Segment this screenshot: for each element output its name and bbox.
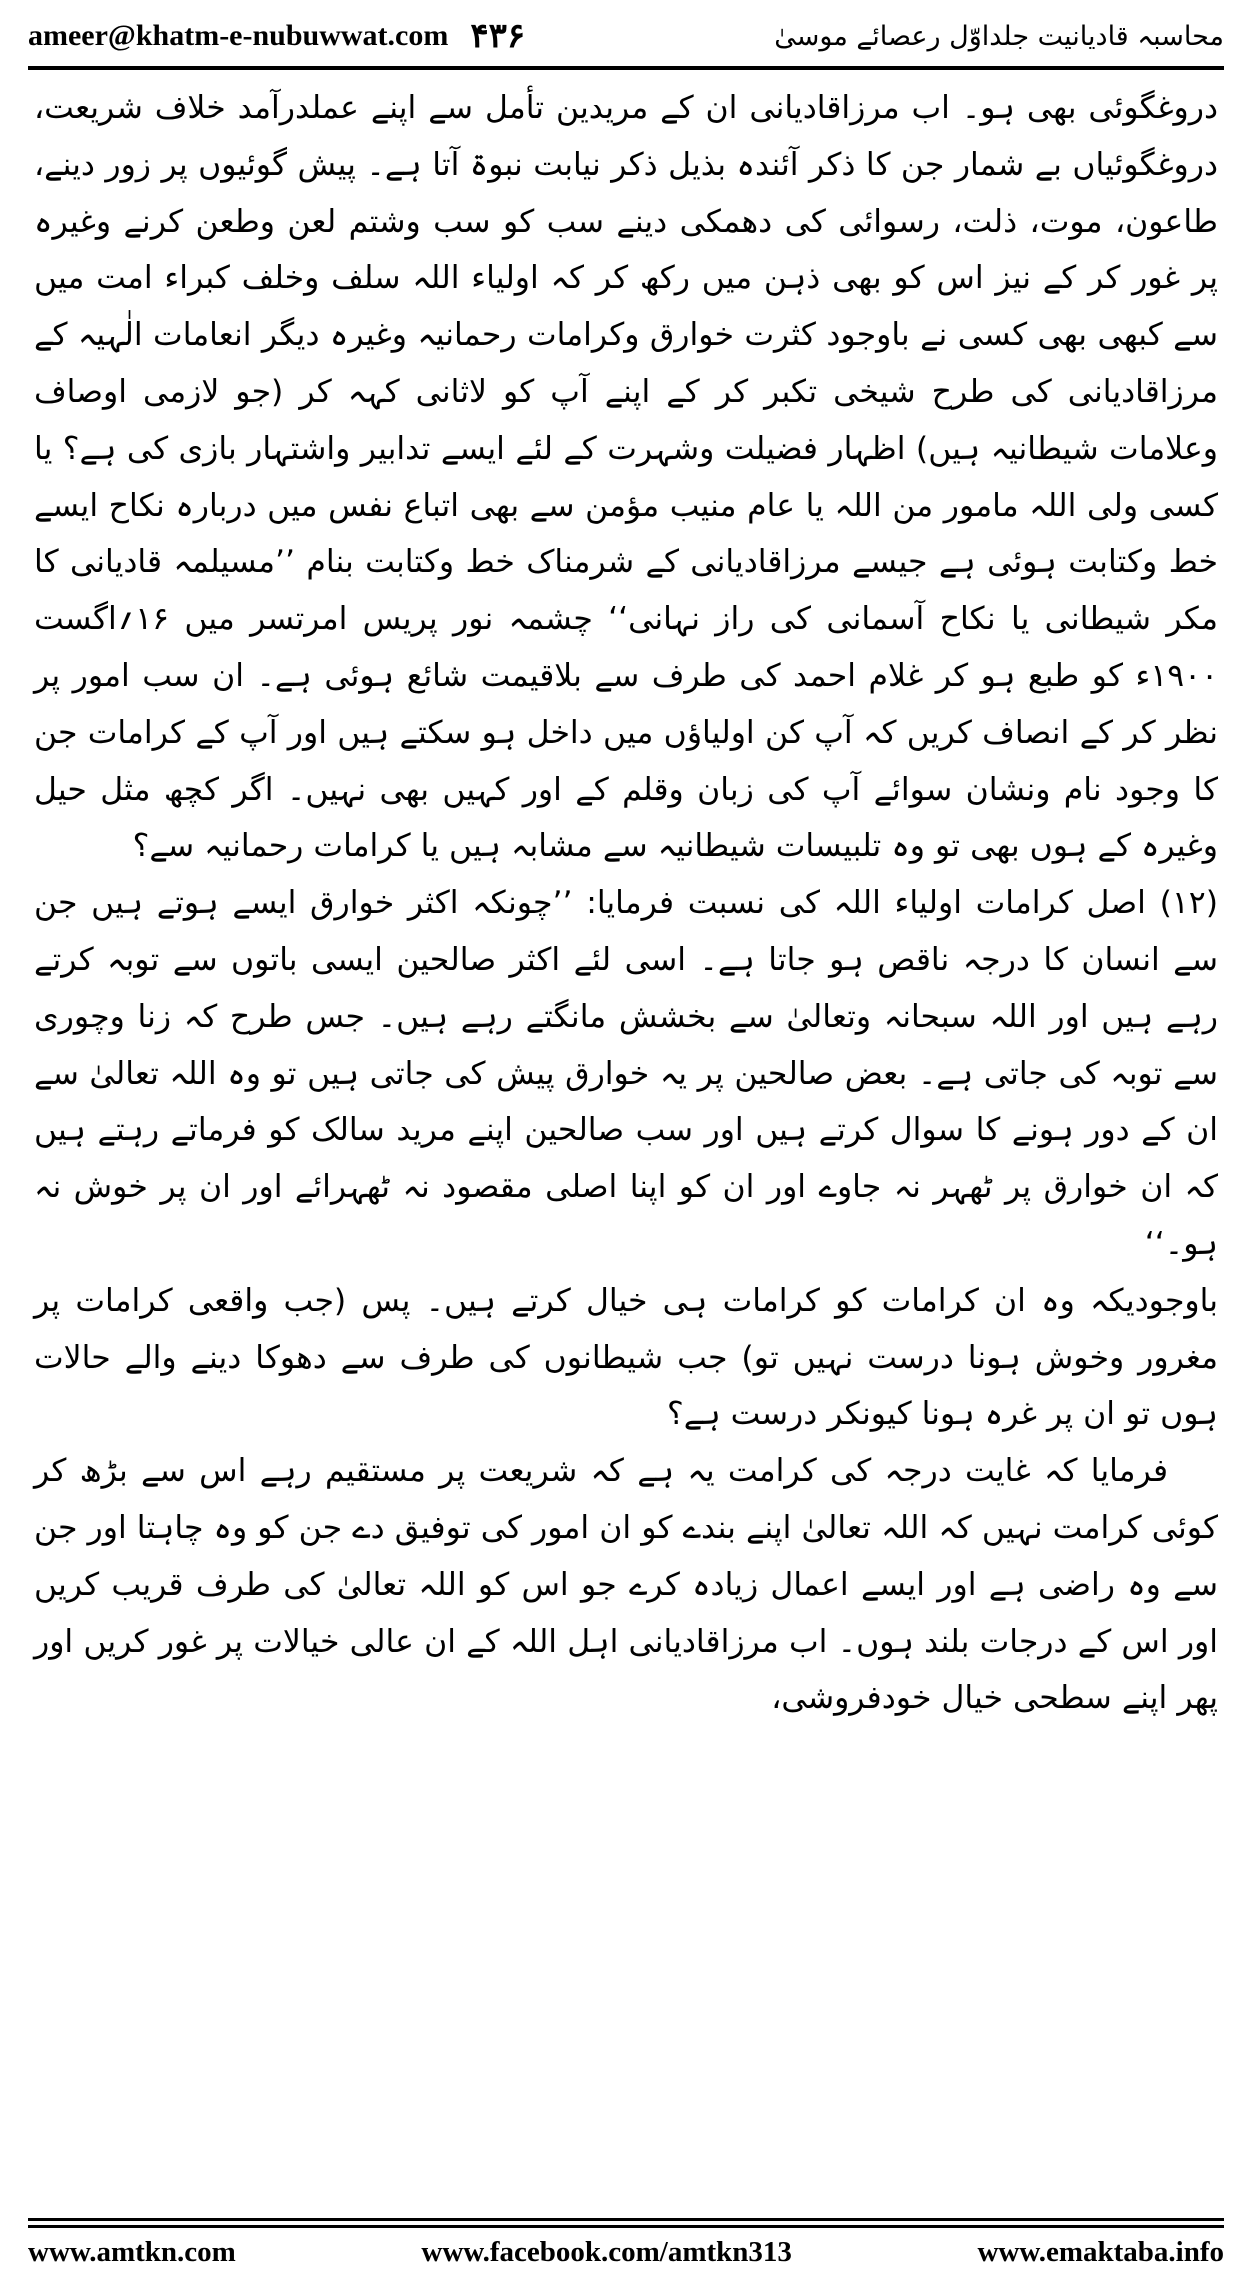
page-header: [28, 8, 1224, 64]
paragraph-2: (۱۲) اصل کرامات اولیاء اللہ کی نسبت فرمایا: ’’چونکہ اکثر خوارق ایسے ہوتے ہیں جن سے انسان کا درجہ ناقص ہو جاتا ہے۔ اسی لئے اکثر صالحین ایسی باتوں سے توبہ کرتے رہے ہیں اور اللہ سبحانہ وتعالیٰ سے بخشش مانگتے رہے ہیں۔ جس طرح کہ زنا وچوری سے توبہ کی جاتی ہے۔ بعض صالحین پر یہ خوارق پیش کی جاتی ہیں تو وہ اللہ تعالیٰ سے ان کے دور ہونے کا سوال کرتے ہیں اور سب صالحین اپنے مرید سالک کو فرماتے رہتے ہیں کہ ان خوارق پر ٹھہر نہ جاوے اور ان کو اپنا اصلی مقصود نہ ٹھہرائے اور ان پر خوش نہ ہو۔‘‘: [34, 885, 1218, 1262]
footer-rule: [28, 2218, 1224, 2221]
page-number: ۴۳۶: [470, 16, 526, 56]
header-left: [28, 16, 525, 56]
book-title: محاسبہ قادیانیت جلداوّل رعصائے موسیٰ: [774, 20, 1224, 52]
header-email[interactable]: ameer@khatm-e-nubuwwat.com: [28, 19, 449, 52]
footer-link-emaktaba[interactable]: www.emaktaba.info: [977, 2235, 1224, 2268]
main-text: [34, 80, 1218, 2200]
paragraph-3: باوجودیکہ وہ ان کرامات کو کرامات ہی خیال کرتے ہیں۔ پس (جب واقعی کرامات پر مغرور وخوش ہونا درست نہیں تو) جب شیطانوں کی طرف سے دھوکا دینے والے حالات ہوں تو ان پر غرہ ہونا کیونکر درست ہے؟: [34, 1282, 1218, 1433]
footer-link-facebook[interactable]: www.facebook.com/amtkn313: [421, 2235, 792, 2268]
footer-rule-2: [28, 2225, 1224, 2228]
footer-link-amtkn[interactable]: www.amtkn.com: [28, 2235, 236, 2268]
paragraph-1: دروغگوئی بھی ہو۔ اب مرزاقادیانی ان کے مریدین تأمل سے اپنے عملدرآمد خلاف شریعت، دروغگوئیاں بے شمار جن کا ذکر آئندہ بذیل ذکر نیابت نبوۃ آتا ہے۔ پیش گوئیوں پر زور دینے، طاعون، موت، ذلت، رسوائی کی دھمکی دینے سب کو سب وشتم لعن وطعن کرنے وغیرہ پر غور کر کے نیز اس کو بھی ذہن میں رکھ کر کہ اولیاء اللہ سلف وخلف کبراء امت میں سے کبھی بھی کسی نے باوجود کثرت خوارق وکرامات رحمانیہ وغیرہ دیگر انعامات الٰہیہ کے مرزاقادیانی کی طرح شیخی تکبر کر کے اپنے آپ کو لاثانی کہہ کر (جو لازمی اوصاف وعلامات شیطانیہ ہیں) اظہار فضیلت وشہرت کے لئے ایسے تدابیر واشتہار بازی کی ہے؟ یا کسی ولی اللہ مامور من اللہ یا عام منیب مؤمن سے بھی اتباع نفس میں دربارہ نکاح ایسے خط وکتابت ہوئی ہے جیسے مرزاقادیانی کے شرمناک خط وکتابت بنام ’’مسیلمہ قادیانی کا مکر شیطانی یا نکاح آسمانی کی راز نہانی‘‘ چشمہ نور پریس امرتسر میں ۱۶؍اگست ۱۹۰۰ء کو طبع ہو کر غلام احمد کی طرف سے بلاقیمت شائع ہوئی ہے۔ ان سب امور پر نظر کر کے انصاف کریں کہ آپ کن اولیاؤں میں داخل ہو سکتے ہیں اور آپ کے کرامات جن کا وجود نام ونشان سوائے آپ کی زبان وقلم کے اور کہیں بھی نہیں۔ اگر کچھ مثل حیل وغیرہ کے ہوں بھی تو وہ تلبیسات شیطانیہ سے مشابہ ہیں یا کرامات رحمانیہ سے؟: [34, 90, 1218, 865]
header-rule: [28, 66, 1224, 70]
page-footer: [28, 2230, 1224, 2274]
paragraph-4: فرمایا کہ غایت درجہ کی کرامت یہ ہے کہ شریعت پر مستقیم رہے اس سے بڑھ کر کوئی کرامت نہیں کہ اللہ تعالیٰ اپنے بندے کو ان امور کی توفیق دے جن کو وہ چاہتا اور جن سے وہ راضی ہے اور ایسے اعمال زیادہ کرے جو اس کو اللہ تعالیٰ کی طرف قریب کریں اور اس کے درجات بلند ہوں۔ اب مرزاقادیانی اہل اللہ کے ان عالی خیالات پر غور کریں اور پھر اپنے سطحی خیال خودفروشی،: [34, 1453, 1218, 1717]
